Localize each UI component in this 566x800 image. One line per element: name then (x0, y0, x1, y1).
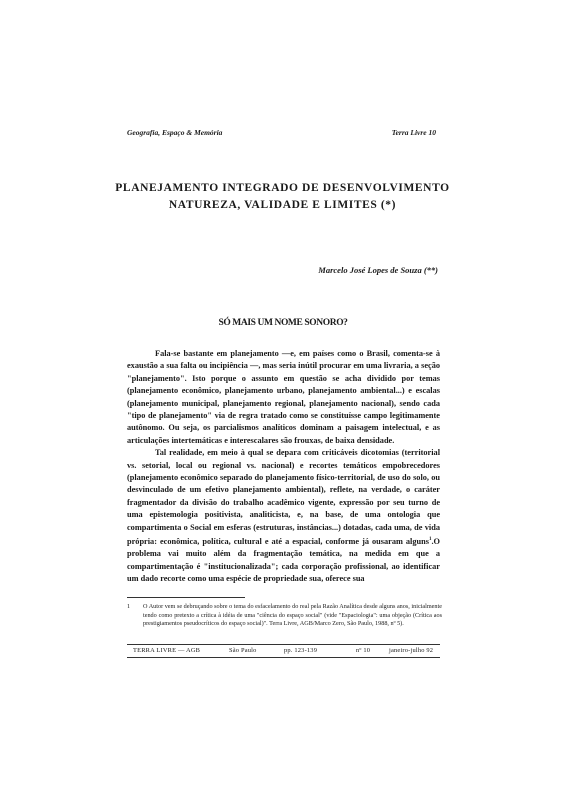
title-line-1: PLANEJAMENTO INTEGRADO DE DESENVOLVIMENTO (115, 182, 450, 194)
footnote-reference: 1 (428, 537, 432, 543)
article-title (110, 180, 455, 214)
author-name: Marcelo José Lopes de Souza (**) (318, 265, 438, 275)
footer-issue-number: nº 10 (356, 647, 371, 654)
footnote (127, 603, 442, 629)
running-header-right: Terra Livre 10 (391, 128, 436, 137)
footer-rule-top (127, 644, 440, 645)
section-heading: SÓ MAIS UM NOME SONORO? (218, 318, 348, 328)
paragraph-2-text-b: .O problema vai muito além da fragmentação temática, na medida em que a compartimentação é "institucionalizada"; cada corporação profissional, ao identificar um dado recorte como uma espécie de propriedade sua, oferece sua (127, 536, 440, 584)
footer-city: São Paulo (229, 647, 257, 654)
running-header-left: Geografia, Espaço & Memória (127, 128, 223, 137)
body-paragraph-2 (127, 447, 440, 585)
footnote-number: 1 (127, 603, 131, 610)
footer-rule-bottom (127, 657, 440, 658)
paragraph-2-text-a: Tal realidade, em meio à qual se depara com criticáveis dicotomias (territorial vs. setorial, local ou regional vs. nacional) e recortes temáticos empobrecedores (planejamento econômico separado do planejamento físico-territorial, de uso do solo, ou desvinculado de um efetivo planejamento ambiental), reflete, na verdade, o caráter fragmentador da divisão do trabalho acadêmico vigente, expressão por seu turno de uma epistemologia positivista, analiticista, e, na base, de uma ontologia que compartimenta o Social em esferas (estruturas, instâncias...) dotadas, cada uma, de vida própria: econômica, política, cultural e até a espacial, conforme já ousaram alguns (127, 448, 440, 546)
footer-date: janeiro-julho 92 (389, 647, 434, 654)
body-text (127, 348, 440, 585)
body-paragraph-1: Fala-se bastante em planejamento —e, em países como o Brasil, comenta-se à exaustão a sua falta ou incipiência —, mas seria inútil procurar em uma livraria, a seção "planejamento". Isto porque o assunto em questão se acha dividido por temas (planejamento econômico, planejamento urbano, planejamento ambiental...) e escalas (planejamento municipal, planejamento regional, planejamento nacional), sendo cada "tipo de planejamento" via de regra tratado como se constituísse campo legitimamente autônomo. Ou seja, os parcialismos analíticos dominam a paisagem intelectual, e as articulações intertemáticas e interescalares são frouxas, de baixa densidade. (127, 349, 440, 445)
footnote-divider (127, 597, 245, 598)
footer-pages: pp. 123-139 (284, 647, 318, 654)
footnote-text: O Autor vem se debruçando sobre o tema do esfacelamento do real pela Razão Analítica desde alguns anos, inicialmente tendo como pretexto a crítica à idéia de uma "ciência do espaço social" (vide "Espaciologia": uma objeção (Crítica aos prestigiamentos pseudocríticos do espaço social)". Terra Livre, AGB/Marco Zero, São Paulo, 1988, nº 5). (143, 603, 442, 628)
footer-journal: TERRA LIVRE — AGB (133, 647, 201, 654)
title-line-2: NATUREZA, VALIDADE E LIMITES (*) (168, 199, 397, 211)
